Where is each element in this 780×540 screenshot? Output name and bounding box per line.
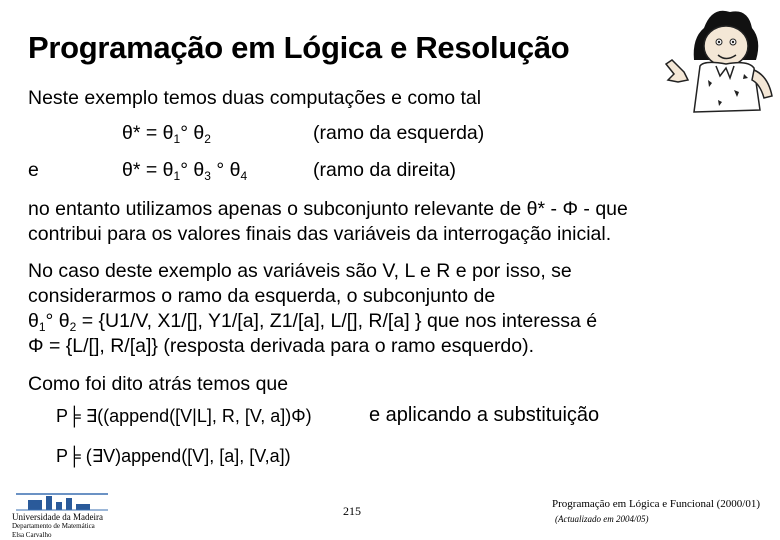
equation-left-branch: $\theta* = \theta_1^\circ$ $\theta_2$ [122, 122, 211, 146]
footer-university: Universidade da Madeira [12, 512, 103, 522]
page-number: 215 [343, 504, 361, 518]
footer-updated: (Actualizado em 2004/05) [555, 514, 649, 524]
university-logo [12, 486, 112, 512]
paragraph-as-said: Como foi dito atrás temos que [28, 373, 289, 395]
caveman-mascot-illustration [664, 0, 780, 118]
paragraph-example-line2: considerarmos o ramo da esquerda, o subconjunto de [28, 285, 496, 307]
paragraph-example-line3: $\theta_1^\circ$ $\theta_2 = \{U1/V$, X1/[], Y1/[a], Z1/[a], L/[], R/[a] } que nos interessa é [28, 310, 598, 334]
paragraph-example-line4: Φ = {L/[], R/[a]} (resposta derivada para o ramo esquerdo). [28, 335, 535, 357]
equation-prefix: e [28, 159, 39, 181]
footer-author: Elsa Carvalho [12, 531, 52, 539]
paragraph-example-line1: No caso deste exemplo as variáveis são V, L e R e por isso, se [28, 260, 572, 282]
paragraph-relevant-subset-line2: contribui para os valores finais das variáveis da interrogação inicial. [28, 223, 612, 245]
footer-department: Departamento de Matemática [12, 522, 95, 530]
equation-right-branch-label: (ramo da direita) [313, 159, 457, 181]
footer-course-title: Programação em Lógica e Funcional (2000/01) [552, 498, 761, 510]
slide-title: Programação em Lógica e Resolução [28, 30, 570, 65]
intro-text: Neste exemplo temos duas computações e como tal [28, 87, 482, 109]
formula-existential-append: P╞ ∃((append([V|L], R, [V, a])Φ) [56, 406, 312, 426]
paragraph-relevant-subset-line1: no entanto utilizamos apenas o subconjunto relevante de θ* - Φ - que [28, 198, 628, 220]
formula-tail-text: e aplicando a substituição [369, 404, 600, 426]
equation-right-branch: $\theta* = \theta_1^\circ$ $\theta_3$ ° $\theta_4$ [122, 159, 248, 183]
formula-substituted-append: P╞ (∃V)append([V], [a], [V,a]) [56, 446, 291, 466]
equation-left-branch-label: (ramo da esquerda) [313, 122, 485, 144]
